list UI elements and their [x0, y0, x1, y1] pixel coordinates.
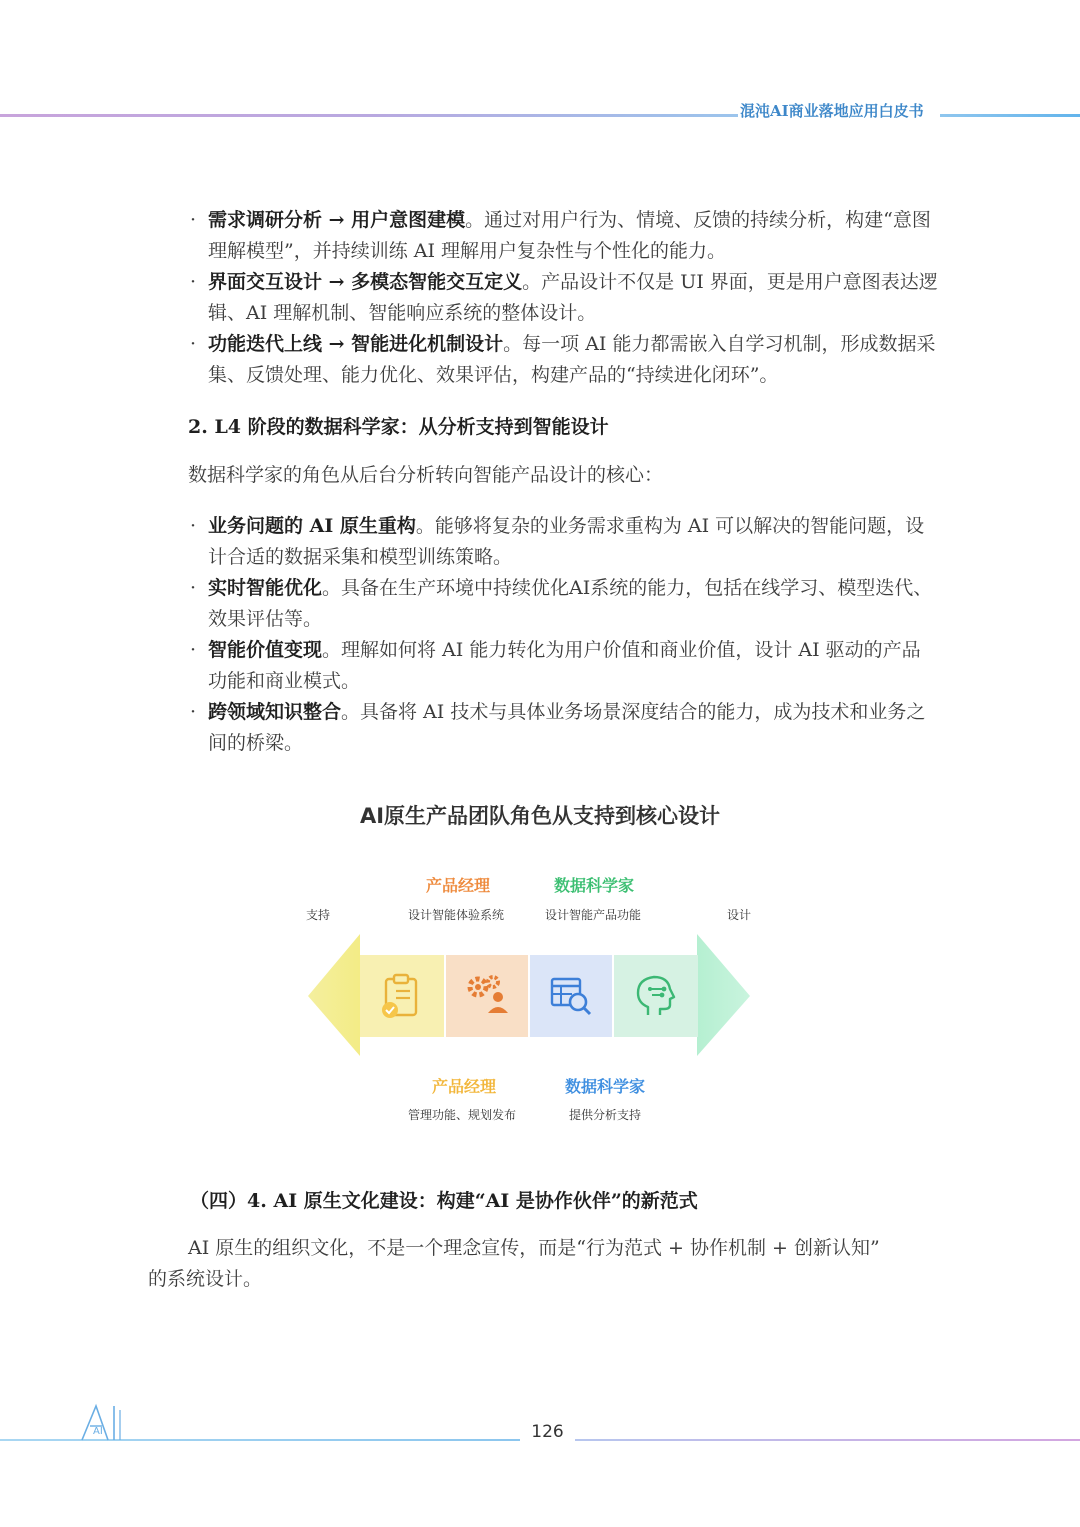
bullet-text: 。通过对用户行为、情境、反馈的持续分析，构建“意图理解模型”，并持续训练 AI 理解用户复杂性与个性化的能力。: [208, 209, 931, 262]
top-role-product-manager-desc: 设计智能体验系统: [408, 908, 505, 922]
tile-data-scientist-support: [530, 955, 612, 1037]
ai-head-icon: [614, 955, 698, 1037]
diagram-right-label: 设计: [727, 908, 752, 922]
list-item: [188, 205, 938, 267]
list-item: [188, 329, 938, 391]
section2-intro: 数据科学家的角色从后台分析转向智能产品设计的核心：: [188, 464, 664, 486]
bullet-text: 。具备将 AI 技术与具体业务场景深度结合的能力，成为技术和业务之间的桥梁。: [208, 701, 926, 754]
footer-rule-right: [575, 1439, 1080, 1441]
header-rule-left: [0, 114, 738, 117]
ai-logo-text: AI: [93, 1426, 103, 1437]
bullet-text: 。理解如何将 AI 能力转化为用户价值和商业价值，设计 AI 驱动的产品功能和商业模式。: [208, 639, 921, 692]
bullet-bold: 界面交互设计 → 多模态智能交互定义: [208, 271, 523, 293]
left-arrow-head: [308, 934, 360, 1056]
bullet-bold: 需求调研分析 → 用户意图建模: [208, 209, 466, 231]
bullet-text: 。能够将复杂的业务需求重构为 AI 可以解决的智能问题，设计合适的数据采集和模型训练策略。: [208, 515, 925, 568]
tile-data-scientist-design: [614, 955, 698, 1037]
table-search-icon: [530, 955, 612, 1037]
bullet-text: 。每一项 AI 能力都需嵌入自学习机制，形成数据采集、反馈处理、能力优化、效果评估，构建产品的“持续进化闭环”。: [208, 333, 936, 386]
top-role-data-scientist-desc: 设计智能产品功能: [545, 908, 642, 922]
diagram-left-label: 支持: [306, 908, 331, 922]
bullet-dot: ·: [190, 701, 197, 723]
section2-bullet-list: [188, 511, 938, 759]
bullet-bold: 业务问题的 AI 原生重构: [208, 515, 416, 537]
bullet-dot: ·: [190, 209, 197, 231]
bullet-bold: 智能价值变现: [208, 639, 323, 661]
footer-rule-left: [0, 1439, 520, 1441]
bullet-dot: ·: [190, 271, 197, 293]
section1-bullet-list: [188, 205, 938, 391]
tile-product-manager-support: [360, 955, 444, 1037]
bullet-text: 。产品设计不仅是 UI 界面，更是用户意图表达逻辑、AI 理解机制、智能响应系统的整体设计。: [208, 271, 938, 324]
bullet-text: 。具备在生产环境中持续优化AI系统的能力，包括在线学习、模型迭代、效果评估等。: [208, 577, 933, 630]
header-rule-right: [940, 114, 1080, 117]
top-role-data-scientist: 数据科学家: [554, 876, 635, 895]
bottom-role-data-scientist-desc: 提供分析支持: [569, 1108, 642, 1122]
list-item: [188, 697, 938, 759]
diagram-title: AI原生产品团队角色从支持到核心设计: [359, 804, 721, 828]
list-item: [188, 635, 938, 697]
bullet-dot: ·: [190, 333, 197, 355]
bottom-role-data-scientist: 数据科学家: [565, 1077, 646, 1096]
list-item: [188, 267, 938, 329]
section4-heading: （四）4. AI 原生文化建设：构建“AI 是协作伙伴”的新范式: [190, 1190, 698, 1212]
bullet-dot: ·: [190, 515, 197, 537]
page-number: 126: [531, 1422, 564, 1442]
list-item: [188, 511, 938, 573]
right-arrow-head: [697, 934, 750, 1056]
section2-heading: 2. L4 阶段的数据科学家：从分析支持到智能设计: [188, 416, 609, 438]
top-role-product-manager: 产品经理: [426, 876, 491, 895]
gears-person-icon: [446, 955, 528, 1037]
bullet-bold: 实时智能优化: [208, 577, 323, 599]
bullet-dot: ·: [190, 577, 197, 599]
ai-logo: [80, 1402, 130, 1442]
clipboard-check-icon: [360, 955, 444, 1037]
list-item: [188, 573, 938, 635]
bottom-role-product-manager: 产品经理: [432, 1077, 497, 1096]
header-title: 混沌AI商业落地应用白皮书: [740, 102, 924, 120]
tile-product-manager-design: [446, 955, 528, 1037]
bullet-bold: 跨领域知识整合: [208, 701, 342, 723]
section4-paragraph-line1: AI 原生的组织文化，不是一个理念宣传，而是“行为范式 + 协作机制 + 创新认知”: [188, 1237, 880, 1259]
bullet-dot: ·: [190, 639, 197, 661]
section4-paragraph-line2: 的系统设计。: [148, 1268, 263, 1290]
bottom-role-product-manager-desc: 管理功能、规划发布: [408, 1108, 517, 1122]
bullet-bold: 功能迭代上线 → 智能进化机制设计: [208, 333, 504, 355]
